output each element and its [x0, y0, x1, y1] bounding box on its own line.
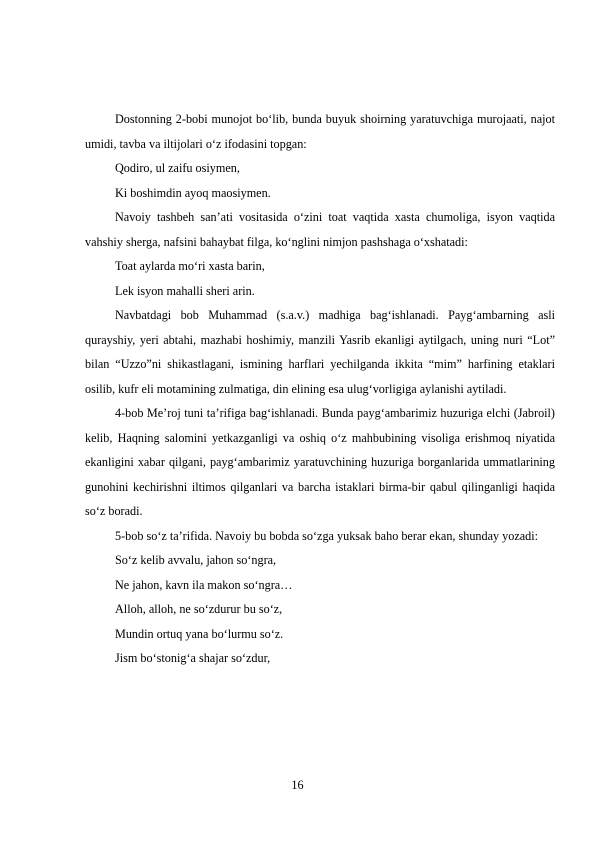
verse-line: Toat aylarda mo‘ri xasta barin, — [115, 259, 265, 273]
verse-line: Mundin ortuq yana bo‘lurmu so‘z. — [115, 626, 284, 641]
verse-line: Lek isyon mahalli sheri arin. — [115, 283, 255, 298]
paragraph-chapter-four: 4-bob Me’roj tuni ta’rifiga bag‘ishlanadi. Bunda payg‘ambarimiz huzuriga elchi (Jabroil) kelib, Haqning salomini yetkazganligi va oshiq o‘z mahbubining visoliga erishmoq niyatida ekanligini xabar qilgani, payg‘ambarimiz yaratuvchining huzuriga borganlarida ummatlarining gunohini kechirishni iltimos qilganlari va barcha istaklari birma-bir qabul qilinganligi haqida so‘z boradi. — [85, 406, 555, 518]
verse-line: Ne jahon, kavn ila makon so‘ngra… — [115, 577, 293, 592]
document-body — [85, 107, 555, 671]
verse-line: Ki boshimdin ayoq maosiymen. — [115, 185, 271, 200]
paragraph-tashbeh: Navoiy tashbeh san’ati vositasida o‘zini toat vaqtida xasta chumoliga, isyon vaqtida vahshiy sherga, nafsini bahaybat filga, ko‘nglini nimjon pashshaga o‘xshatadi: — [85, 210, 555, 249]
verse-line: Jism bo‘stonig‘a shajar so‘zdur, — [115, 651, 271, 665]
page-number: 16 — [291, 778, 304, 792]
paragraph-chapter-five: 5-bob so‘z ta’rifida. Navoiy bu bobda so‘zga yuksak baho berar ekan, shunday yozadi: — [115, 528, 539, 543]
paragraph-chapter-two: Dostonning 2-bobi munojot bo‘lib, bunda buyuk shoirning yaratuvchiga murojaati, najot umidi, tavba va iltijolari o‘z ifodasini topgan: — [85, 112, 555, 151]
paragraph-prophet-praise: Navbatdagi bob Muhammad (s.a.v.) madhiga bag‘ishlanadi. Payg‘ambarning asli qurayshiy, yeri abtahi, mazhabi hoshimiy, manzili Yasrib ekanligi aytilgach, uning nuri “Lot” bilan “Uzzo”ni shikastlagani, ismining harflari yechilganda ikkita “mim” harfining etaklari osilib, kufr eli motamining zulmatiga, din elining esa ulug‘vorligiga aylanishi aytiladi. — [85, 308, 555, 396]
verse-line: Alloh, alloh, ne so‘zdurur bu so‘z, — [115, 602, 283, 616]
verse-line: Qodiro, ul zaifu osiymen, — [115, 161, 240, 175]
verse-line: So‘z kelib avvalu, jahon so‘ngra, — [115, 553, 277, 567]
